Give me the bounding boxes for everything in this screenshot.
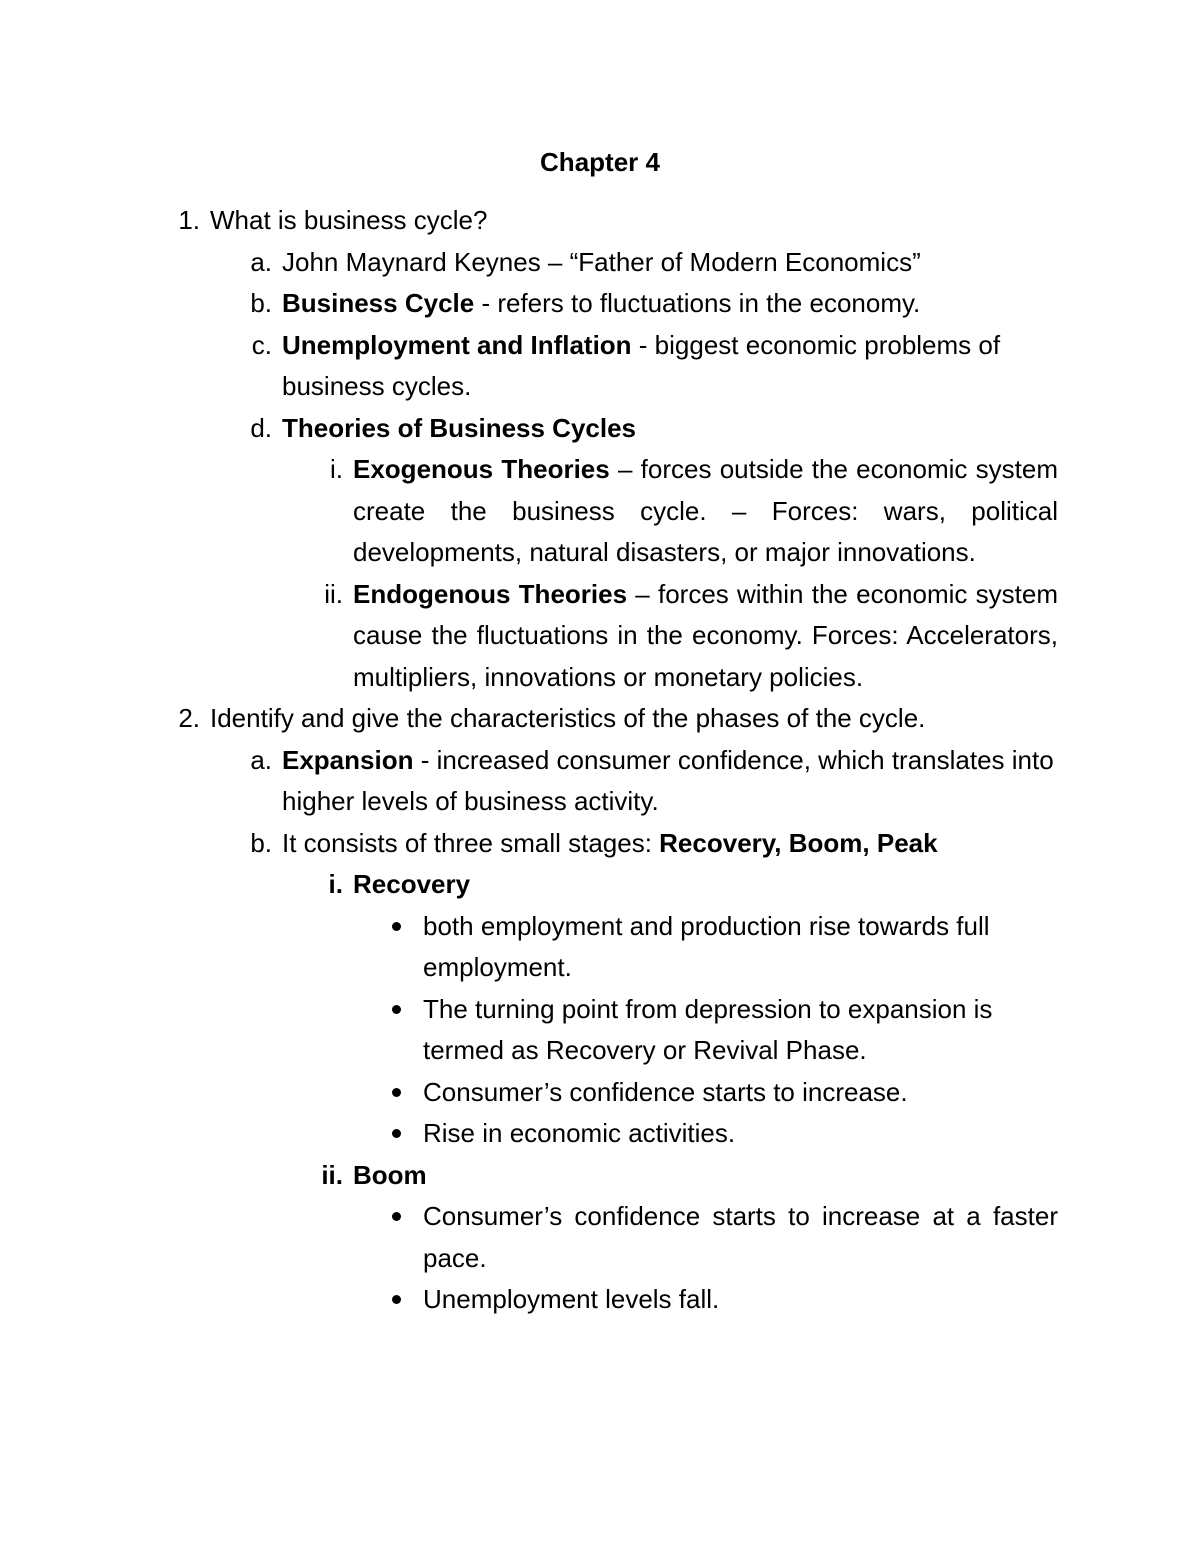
term-bold: Theories of Business Cycles [282,412,637,443]
item-text [353,449,1058,574]
list-item-recovery [0,864,1200,906]
list-number: 2. [178,703,200,733]
bullet-text: The turning point from depression to expansion is termed as Recovery or Revival Phase. [423,993,993,1065]
term-bold: Recovery, Boom, Peak [659,827,938,858]
bullet-item [0,906,1200,989]
term-bold: Business Cycle [282,288,475,318]
list-item-q1-d [0,408,1200,450]
bullet-icon [380,1279,423,1321]
list-item-q2 [0,698,1200,740]
question-text: Identify and give the characteristics of the phases of the cycle. [210,703,926,733]
term-definition: - increased consumer confidence, which translates into higher levels of business activity. [282,744,1054,816]
bullet-item [0,1196,1200,1279]
page-title: Chapter 4 [540,147,660,177]
item-text [282,823,1058,865]
bullet-text: Consumer’s confidence starts to increase at a faster pace. [423,1201,1058,1273]
item-lead-text: It consists of three small stages: [282,827,660,858]
list-roman: i. [328,869,343,899]
list-letter: a. [250,246,272,277]
phase-heading: Recovery [353,869,471,899]
item-text: John Maynard Keynes – “Father of Modern Economics” [282,246,921,277]
bullet-text: both employment and production rise towards full employment. [423,910,990,982]
list-item-q1 [0,200,1200,242]
bullet-icon [380,906,423,948]
list-roman: ii. [321,1159,343,1190]
bullet-text: Unemployment levels fall. [423,1284,720,1314]
list-letter: b. [250,827,272,858]
bullet-item [0,989,1200,1072]
list-item-q1-d-i [0,449,1200,574]
document-body [0,200,1200,1321]
question-text: What is business cycle? [210,205,488,235]
bullet-item [0,1113,1200,1155]
list-item-q1-c [0,325,1200,408]
list-number: 1. [178,205,200,235]
bullet-icon [380,989,423,1031]
term-bold: Endogenous Theories [353,578,628,609]
list-letter: d. [250,412,272,443]
list-item-q1-d-ii [0,574,1200,699]
term-bold: Unemployment and Inflation [282,329,632,360]
bullet-text: Rise in economic activities. [423,1118,736,1148]
list-letter: b. [250,288,272,318]
term-bold: Expansion [282,744,414,775]
bullet-item [0,1072,1200,1114]
bullet-icon [380,1072,423,1114]
term-definition: – forces within the economic system cause the fluctuations in the economy. Forces: Accelerators, multipliers, innovations or monetary policies. [353,578,1058,692]
list-item-q1-b [0,283,1200,325]
term-bold: Exogenous Theories [353,454,610,484]
term-definition: - refers to fluctuations in the economy. [474,288,921,318]
phase-heading: Boom [353,1159,427,1190]
bullet-icon [380,1196,423,1238]
term-definition: - biggest economic problems of business cycles. [282,329,1001,401]
list-letter: a. [250,744,272,775]
list-letter: c. [251,329,272,360]
bullet-icon [380,1113,423,1155]
list-item-q2-a [0,740,1200,823]
list-item-q1-a [0,242,1200,284]
list-roman: i. [330,454,343,484]
item-text [282,283,1058,325]
list-item-boom [0,1155,1200,1197]
term-definition: – forces outside the economic system create the business cycle. – Forces: wars, political developments, natural disasters, or major innovations. [353,454,1058,567]
list-roman: ii. [324,578,343,609]
item-text [282,408,1058,450]
item-text [282,325,1058,408]
item-text [353,574,1058,699]
list-item-q2-b [0,823,1200,865]
bullet-item [0,1279,1200,1321]
bullet-text: Consumer’s confidence starts to increase. [423,1076,908,1107]
item-text [282,740,1058,823]
